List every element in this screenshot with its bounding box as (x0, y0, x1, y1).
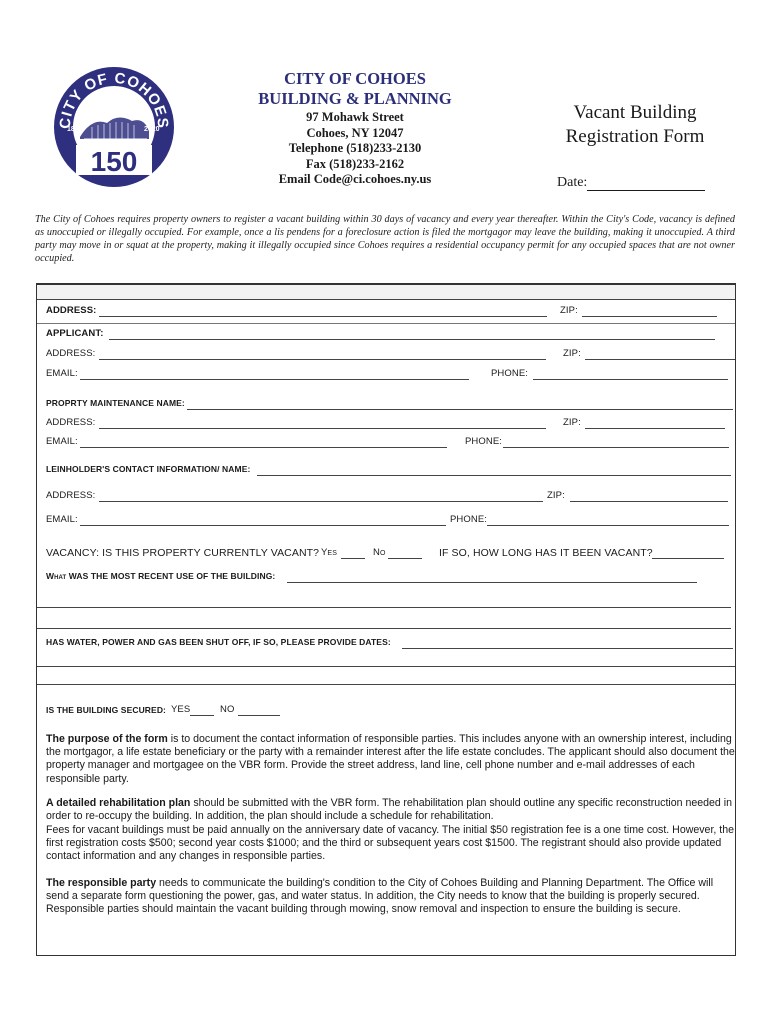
address-email: Email Code@ci.cohoes.ny.us (278, 172, 432, 186)
vacancy-duration-label: IF SO, HOW LONG HAS IT BEEN VACANT? (439, 547, 653, 559)
form-title-line2: Registration Form (565, 126, 705, 147)
property-zip-input[interactable] (582, 316, 717, 317)
secured-no-input[interactable] (238, 715, 280, 716)
rehabilitation-heading: A detailed rehabilitation plan (46, 797, 191, 809)
utilities-label: HAS WATER, POWER AND GAS BEEN SHUT OFF, IF SO, PLEASE PROVIDE DATES: (46, 637, 391, 647)
city-of-cohoes-150-logo (52, 65, 176, 189)
address-telephone: Telephone (518)233-2130 (288, 141, 422, 155)
maintenance-address-input[interactable] (99, 428, 546, 429)
maintenance-phone-input[interactable] (503, 447, 729, 448)
form-title (535, 101, 735, 149)
recent-use-input[interactable] (287, 582, 697, 583)
logo-year-right: 2020 (144, 126, 160, 133)
property-zip-label: ZIP: (560, 305, 578, 316)
lienholder-address-input[interactable] (99, 501, 543, 502)
lienholder-phone-input[interactable] (487, 525, 729, 526)
logo-year-left: 1870 (67, 126, 83, 133)
applicant-address-label: ADDRESS: (46, 348, 96, 359)
logo-150: 150 (90, 146, 138, 177)
maintenance-zip-input[interactable] (585, 428, 725, 429)
org-address-block (240, 110, 470, 188)
rehabilitation-text: should be submitted with the VBR form. The rehabilitation plan should outline any specific reconstruction needed in order to re-occupy the building. In addition, the plan should include a schedule for rehabilitation. (46, 797, 733, 823)
recent-use-label: What WAS THE MOST RECENT USE OF THE BUILDING: (46, 571, 276, 581)
address-city: Cohoes, NY 12047 (306, 125, 404, 140)
responsible-party-paragraph (46, 877, 736, 917)
property-address-label: ADDRESS: (46, 305, 97, 316)
applicant-input[interactable] (109, 339, 715, 340)
applicant-zip-input[interactable] (585, 359, 735, 360)
vacancy-no-label: No (373, 547, 386, 558)
responsible-party-heading: The responsible party (46, 877, 157, 889)
form-header-shade (37, 285, 735, 300)
form-divider (37, 323, 735, 324)
lienholder-phone-label: PHONE: (450, 514, 488, 525)
utilities-dates-input[interactable] (402, 648, 733, 649)
lienholder-zip-label: ZIP: (547, 490, 565, 501)
lienholder-email-input[interactable] (80, 525, 446, 526)
applicant-phone-label: PHONE: (491, 368, 529, 379)
address-fax: Fax (518)233-2162 (305, 156, 405, 171)
recent-use-input-line2[interactable] (37, 607, 731, 608)
rehabilitation-paragraph (46, 797, 736, 823)
vacancy-yes-input[interactable] (341, 558, 365, 559)
lienholder-label: LEINHOLDER'S CONTACT INFORMATION/ NAME: (46, 464, 251, 474)
maintenance-email-label: EMAIL: (46, 436, 78, 447)
applicant-address-input[interactable] (99, 359, 546, 360)
maintenance-zip-label: ZIP: (563, 417, 581, 428)
lienholder-input[interactable] (257, 475, 731, 476)
form-title-line1: Vacant Building (573, 102, 697, 123)
date-input-line[interactable] (587, 177, 705, 191)
utilities-dates-input-line2[interactable] (37, 666, 735, 667)
org-title-line2: BUILDING & PLANNING (258, 89, 452, 108)
applicant-zip-label: ZIP: (563, 348, 581, 359)
applicant-email-label: EMAIL: (46, 368, 78, 379)
date-label: Date: (557, 175, 588, 190)
applicant-email-input[interactable] (80, 379, 469, 380)
fees-paragraph: Fees for vacant buildings must be paid annually on the anniversary date of vacancy. The initial $50 registration fee is a one time cost. However, the first registration costs $500; second year costs $1000; and the third or subsequent years cost $1500. The registrant should also provide updated contact information and any changes in responsible parties. (46, 824, 734, 863)
recent-use-input-line3[interactable] (37, 628, 731, 629)
logo-arc-text: CITY OF COHOES (56, 69, 172, 130)
maintenance-phone-label: PHONE: (465, 436, 503, 447)
purpose-text: is to document the contact information of responsible parties. This includes anyone with an ownership interest, including the mortgagor, a life estate beneficiary or the party with a remainder interest after the life estate concludes. The applicant should also document the property manager and mortgagee on the VBR form. Provide the street address, land line, cell phone number and e-mail addresses of each responsible party. (46, 733, 735, 785)
utilities-dates-input-line3[interactable] (37, 684, 735, 685)
secured-yes-input[interactable] (190, 715, 214, 716)
vacancy-no-input[interactable] (388, 558, 422, 559)
org-title-line1: CITY OF COHOES (284, 69, 426, 88)
maintenance-email-input[interactable] (80, 447, 447, 448)
applicant-label: APPLICANT: (46, 328, 104, 339)
lienholder-zip-input[interactable] (570, 501, 728, 502)
org-title (240, 69, 470, 109)
lienholder-email-label: EMAIL: (46, 514, 78, 525)
applicant-phone-input[interactable] (533, 379, 728, 380)
purpose-heading: The purpose of the form (46, 733, 168, 745)
maintenance-name-input[interactable] (187, 409, 733, 410)
lienholder-address-label: ADDRESS: (46, 490, 96, 501)
maintenance-name-label: PROPRTY MAINTENANCE NAME: (46, 398, 185, 408)
date-field (557, 175, 705, 191)
intro-paragraph: The City of Cohoes requires property owners to register a vacant building within 30 days of vacancy and every year thereafter. Within the City's Code, vacancy is defined as unoccupied or illegally occupied. For example, once a lis pendens for a foreclosure action is filed the mortgagor may leave the building, making it unoccupied. A third party may move in or squat at the property, making it illegally occupied since Cohoes requires a residential occupancy permit for any occupied spaces that are not owner occupied. (35, 214, 735, 264)
secured-label: IS THE BUILDING SECURED: (46, 705, 166, 715)
address-street: 97 Mohawk Street (306, 110, 404, 124)
vacancy-duration-input[interactable] (652, 558, 724, 559)
maintenance-address-label: ADDRESS: (46, 417, 96, 428)
purpose-paragraph (46, 733, 736, 786)
responsible-party-text: needs to communicate the building's condition to the City of Cohoes Building and Planning Department. The Office will send a separate form questioning the power, gas, and water status. In addition, the City needs to know that the building is properly secured. Responsible parties should maintain the vacant building through mowing, snow removal and inspection to ensure the building is secure. (46, 877, 714, 916)
secured-yes-label: YES (171, 704, 191, 715)
vacancy-yes-label: Yes (321, 547, 337, 558)
vacancy-label: VACANCY: IS THIS PROPERTY CURRENTLY VACANT? (46, 547, 320, 559)
property-address-input[interactable] (99, 316, 547, 317)
secured-no-label: NO (220, 704, 235, 715)
